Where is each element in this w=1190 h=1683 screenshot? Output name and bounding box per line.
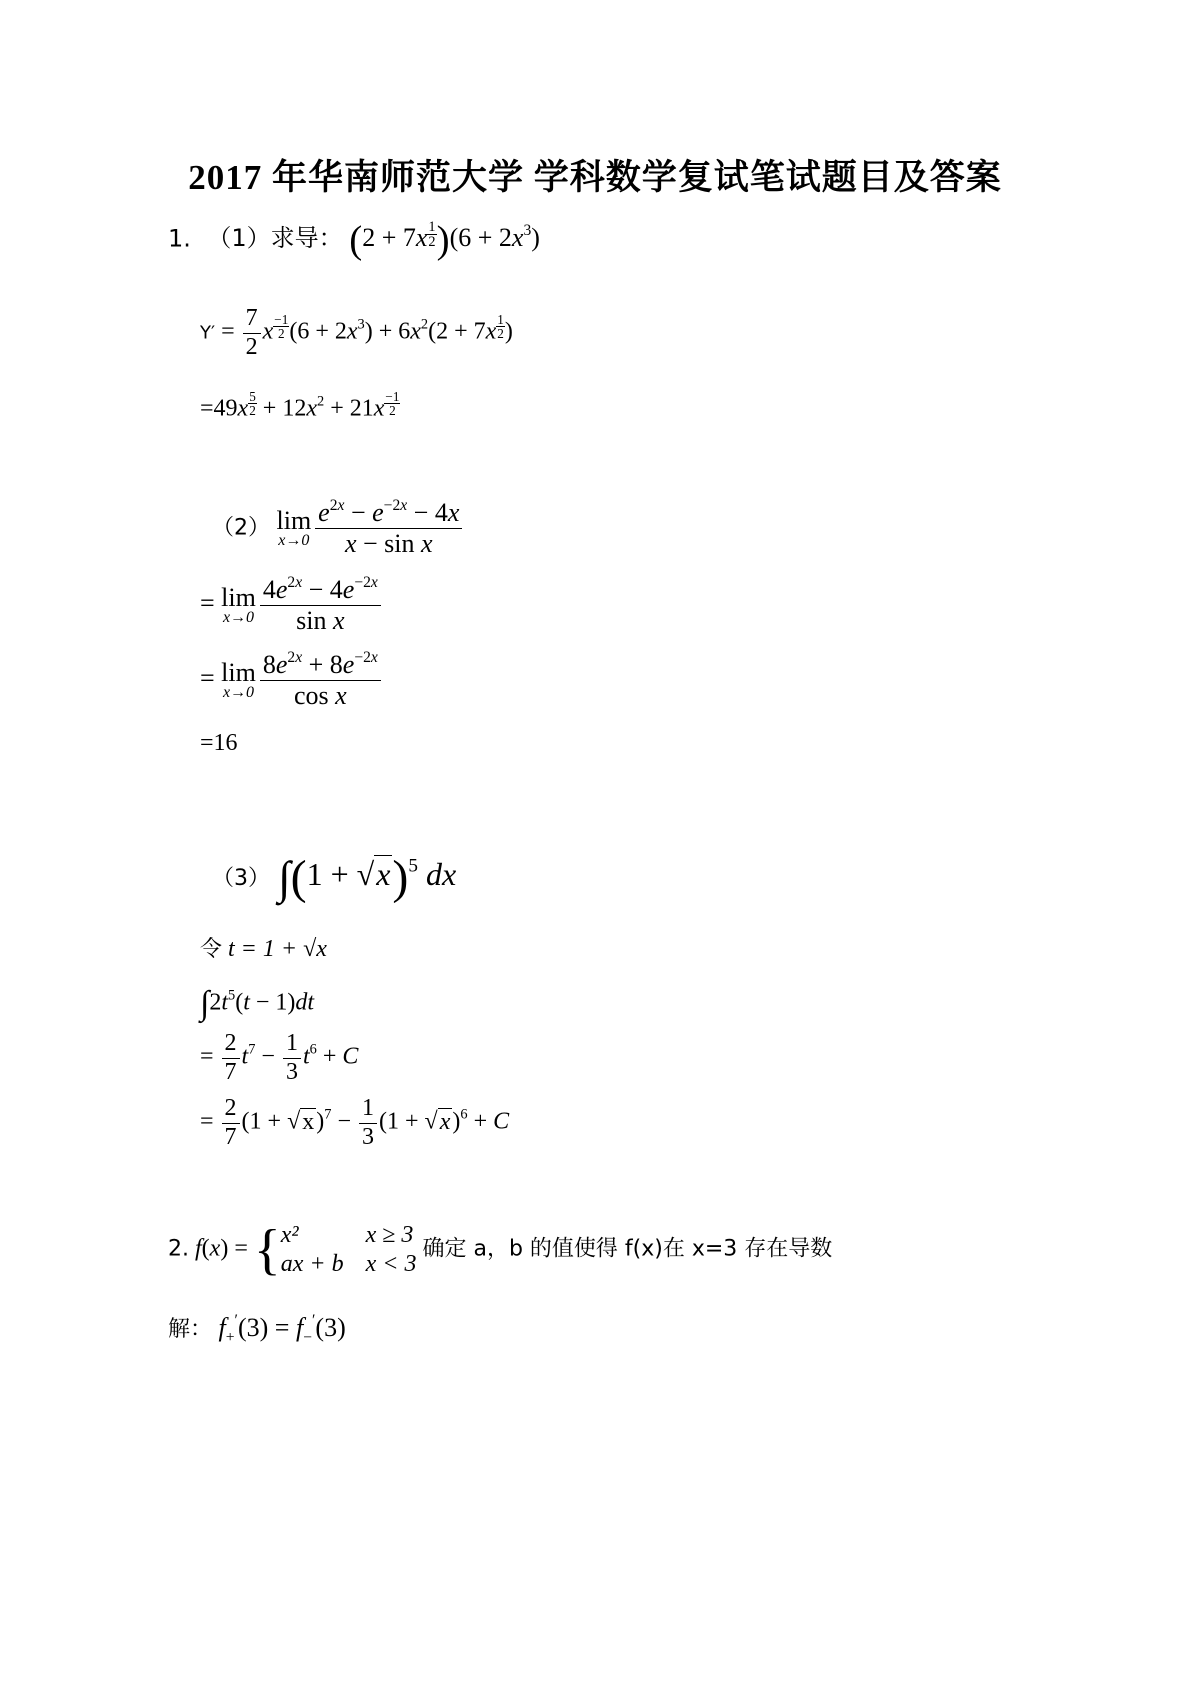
case2-expr: ax + b bbox=[280, 1251, 344, 1277]
q1-part3-label: （3） bbox=[212, 865, 270, 891]
y-prime-label: Y′ bbox=[200, 322, 216, 344]
q2-line: 2. f(x) = { x² x ≥ 3 ax + b x < 3 确定 a，b 的值使得 f(x)在 x=3 存在导数 bbox=[168, 1219, 833, 1281]
q1-part3-step2: = $\frac{2}{7}$ $(1 + √x)^7$ − $\frac{1}{3}$ $(1 + √x)^6 + C$ bbox=[200, 1095, 510, 1150]
q1-part3-step1: = $\frac{2}{7}$ $t^7$ − $\frac{1}{3}$ $t^6 + C$ bbox=[200, 1030, 359, 1085]
q1-part2-result: =16 bbox=[200, 730, 238, 756]
q2-question-text: 确定 a，b 的值使得 f(x)在 x=3 存在导数 bbox=[422, 1236, 833, 1262]
q1-part3-line: （3） $\int(1 + √x)^5$ dx bbox=[212, 851, 457, 904]
q1-part1-label: （1）求导： bbox=[207, 224, 343, 253]
q1-part3-integral: $\int 2t^5(t - 1)dt$ bbox=[200, 985, 315, 1022]
case2-cond: x < 3 bbox=[365, 1251, 417, 1277]
lim-word: lim bbox=[276, 506, 312, 536]
lim-subscript: x→0 bbox=[278, 532, 310, 550]
q1-part2-step1: = lim x→0 $\frac{4e^{2x} - 4e^{-2x}}{\text{sin x}}$ bbox=[200, 575, 383, 636]
q1-part1-line bbox=[168, 218, 540, 263]
solution-label: 解： bbox=[168, 1317, 213, 1342]
q1-part1-result: =49x $\frac{5}{2}$ + $12x^2 + 21x$ $\frac{-1}{2}$ bbox=[200, 389, 400, 422]
let-label: 令 bbox=[200, 937, 223, 962]
substitution-eq: t = 1 + √x bbox=[228, 936, 327, 962]
case1-cond: x ≥ 3 bbox=[365, 1222, 414, 1248]
q1-part2-step2: = lim x→0 $\frac{8e^{2x} + 8e^{-2x}}{\text{cos x}}$ bbox=[200, 650, 383, 711]
case1-expr: x² bbox=[280, 1222, 299, 1248]
result-equals: = bbox=[200, 395, 214, 422]
piecewise-cases bbox=[281, 1222, 417, 1278]
q1-part1-derivative: Y′ = $\frac{7}{2}$ x $\frac{-1}{2}$ $(6 + 2x^3) + 6x^2(2 + 7x$ $\frac{1}{2}$ ) bbox=[200, 305, 513, 360]
q1-part1-expression: (2 + 7x $\frac{1}{2}$ )$(6 + 2x^3)$ bbox=[349, 218, 540, 262]
page-title: 2017 年华南师范大学 学科数学复试笔试题目及答案 bbox=[188, 158, 1002, 197]
q1-part2-label: （2） bbox=[212, 515, 270, 541]
q2-solution-line: 解： $f_+'(3) = f_-'(3)$ bbox=[168, 1312, 346, 1347]
q2-number: 2. bbox=[168, 1236, 189, 1262]
q1-number: 1. bbox=[168, 224, 191, 253]
q1-part3-substitution bbox=[200, 932, 327, 963]
q1-part2-line: （2） lim x→0 $\frac{e^{2x} - e^{-2x} - 4x}{\text{x − sin x}}$ bbox=[212, 498, 464, 559]
